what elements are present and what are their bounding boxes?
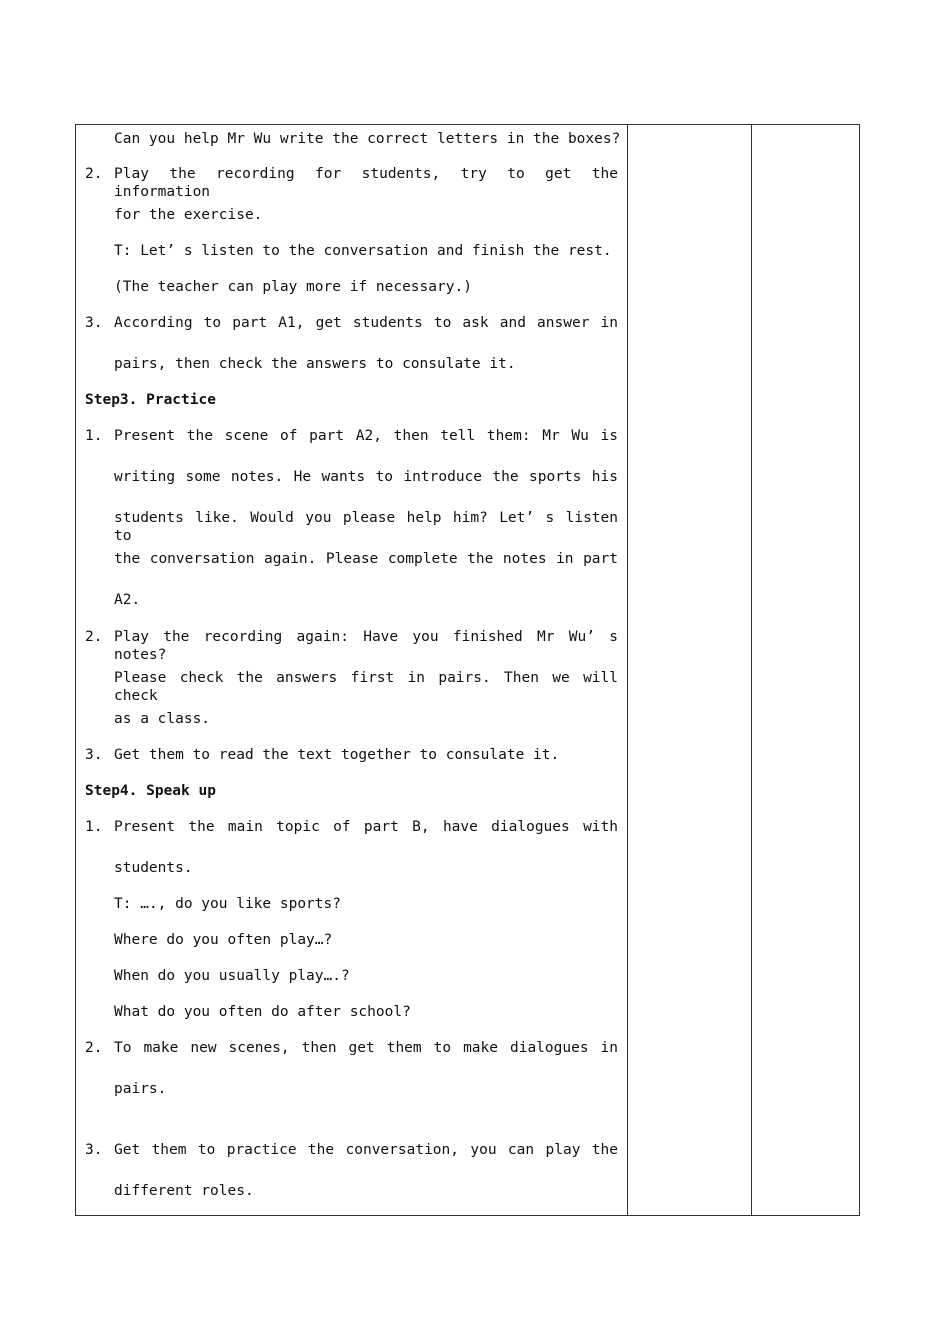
text-line: Play the recording for students, try to get the information: [114, 166, 618, 200]
empty-column-3: [752, 125, 860, 1215]
text-line: (The teacher can play more if necessary.): [114, 279, 472, 295]
text-line: T: Let’ s listen to the conversation and finish the rest.: [114, 243, 612, 259]
list-number: 1.: [85, 428, 103, 444]
step-heading: Step4. Speak up: [85, 783, 216, 799]
list-number: 2.: [85, 166, 103, 182]
text-line: T: …., do you like sports?: [114, 896, 341, 912]
text-line: Can you help Mr Wu write the correct letters in the boxes?: [114, 131, 621, 147]
text-line: Play the recording again: Have you finished Mr Wu’ s notes?: [114, 629, 618, 663]
list-number: 2.: [85, 629, 103, 645]
text-line: for the exercise.: [114, 207, 263, 223]
text-line: Present the scene of part A2, then tell them: Mr Wu is: [114, 428, 618, 444]
text-line: Get them to practice the conversation, you can play the: [114, 1142, 618, 1158]
text-line: the conversation again. Please complete the notes in part: [114, 551, 618, 567]
text-line: According to part A1, get students to ask and answer in: [114, 315, 618, 331]
list-number: 2.: [85, 1040, 103, 1056]
text-line: writing some notes. He wants to introduce the sports his: [114, 469, 618, 485]
text-line: Please check the answers first in pairs. Then we will check: [114, 670, 618, 704]
step-heading: Step3. Practice: [85, 392, 216, 408]
text-line: Present the main topic of part B, have dialogues with: [114, 819, 618, 835]
text-line: What do you often do after school?: [114, 1004, 411, 1020]
text-line: as a class.: [114, 711, 211, 727]
text-line: pairs.: [114, 1081, 167, 1097]
text-line: To make new scenes, then get them to make dialogues in: [114, 1040, 618, 1056]
lesson-plan-table: [75, 124, 860, 1216]
text-line: students like. Would you please help him? Let’ s listen to: [114, 510, 618, 544]
list-number: 3.: [85, 315, 103, 331]
text-line: When do you usually play….?: [114, 968, 350, 984]
list-number: 1.: [85, 819, 103, 835]
list-number: 3.: [85, 747, 103, 763]
text-line: Where do you often play…?: [114, 932, 333, 948]
text-line: students.: [114, 860, 193, 876]
text-line: Get them to read the text together to consulate it.: [114, 747, 560, 763]
teaching-procedure-column: [76, 125, 627, 1215]
empty-column-2: [628, 125, 751, 1215]
text-line: pairs, then check the answers to consulate it.: [114, 356, 516, 372]
text-line: different roles.: [114, 1183, 254, 1199]
text-line: A2.: [114, 592, 141, 608]
list-number: 3.: [85, 1142, 103, 1158]
